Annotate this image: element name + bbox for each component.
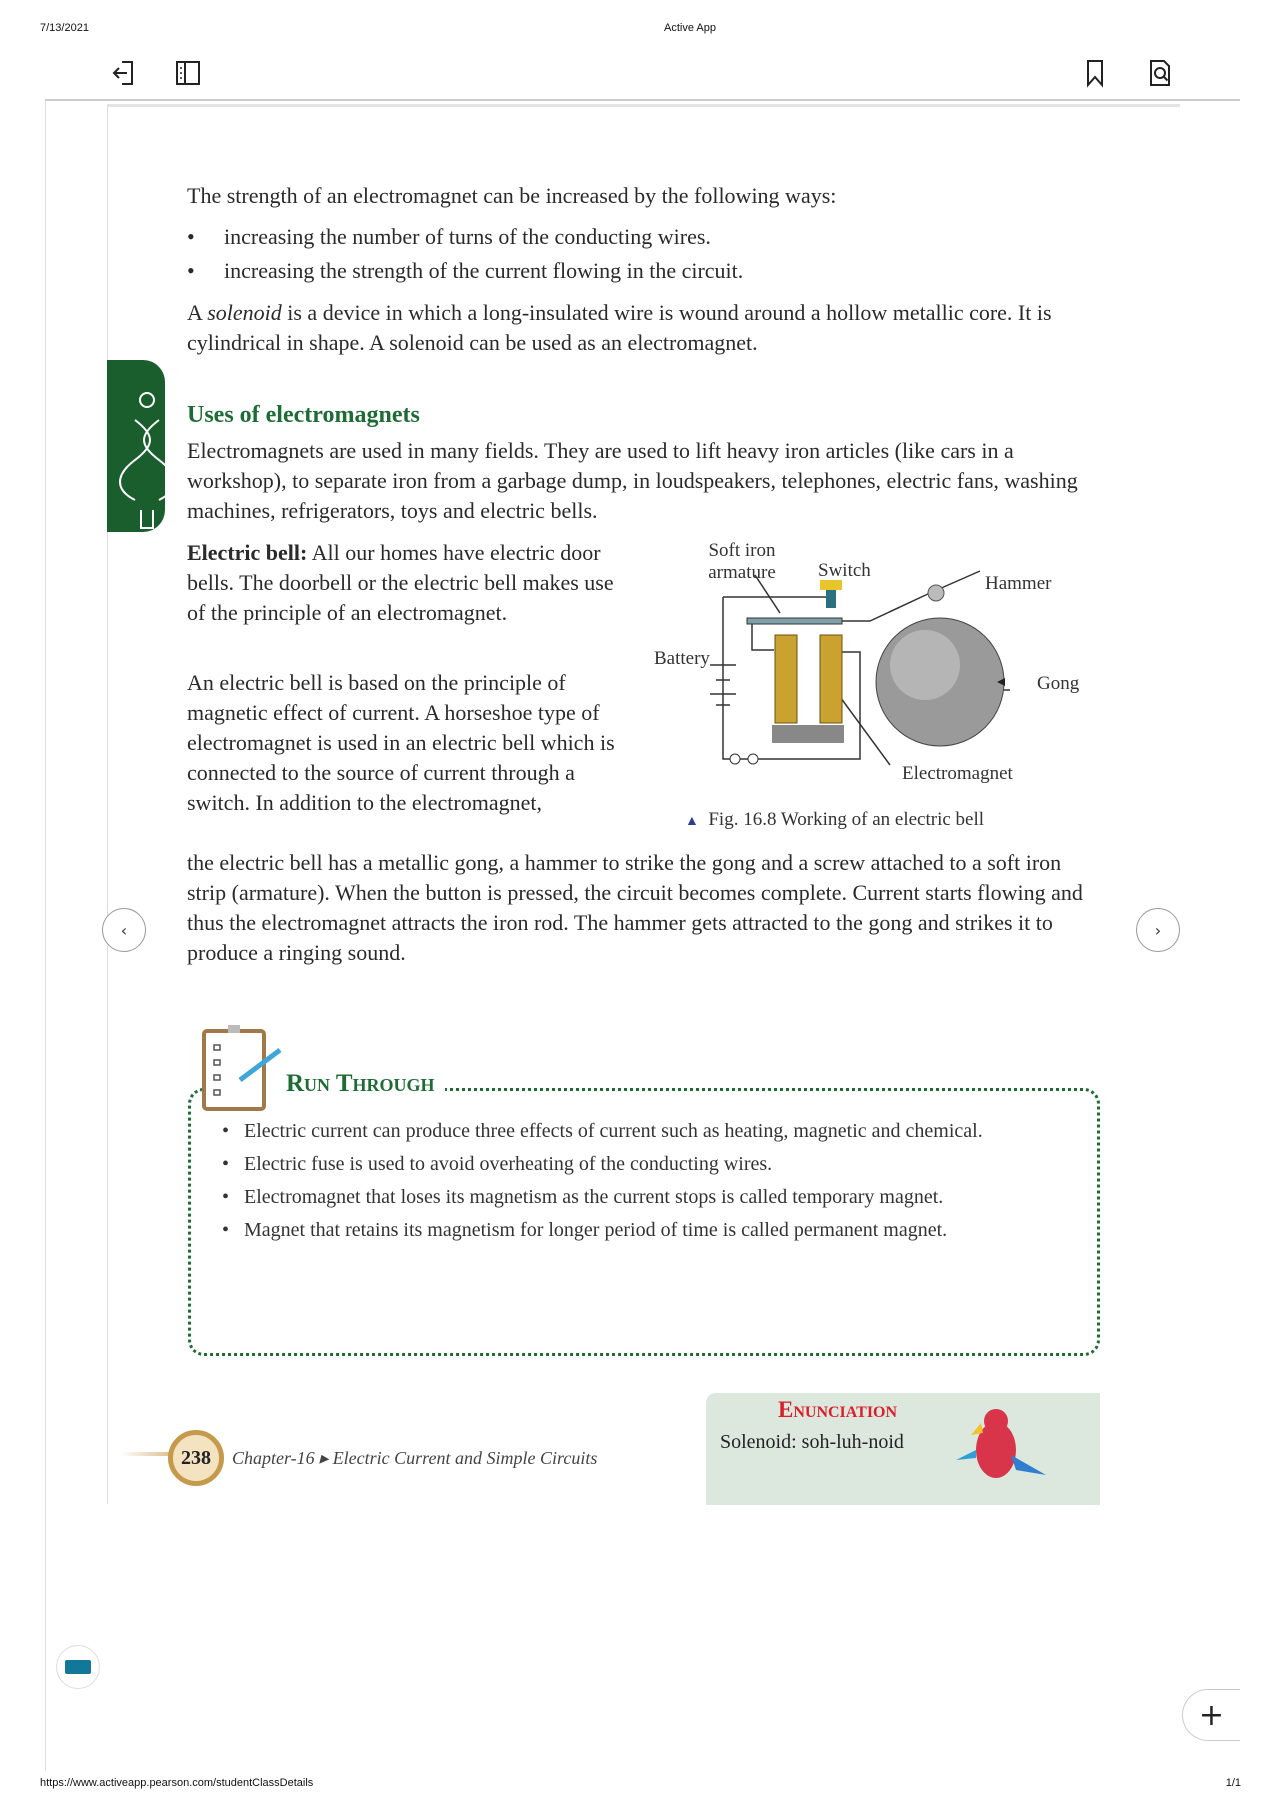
label-gong: Gong <box>1037 673 1080 694</box>
toolbar-divider <box>45 99 1240 101</box>
add-button[interactable] <box>1182 1689 1240 1741</box>
enunciation-text: Solenoid: soh-luh-noid <box>720 1431 904 1453</box>
viewer-left-border <box>45 101 46 1771</box>
plus-icon: + <box>1198 1697 1225 1733</box>
label-hammer: Hammer <box>985 573 1052 594</box>
uses-heading: Uses of electromagnets <box>187 402 420 428</box>
bookmark-icon[interactable] <box>1081 58 1109 88</box>
bell-paragraph-3: the electric bell has a metallic gong, a hammer to strike the gong and a screw attached to a soft iron strip (armature). When the button is pressed, the circuit becomes complete. Current starts flowing and thus the electromagnet attracts the iron rod. The hammer gets attracted to the gong and strikes it to produce a ringing sound. <box>187 850 1083 965</box>
text: A <box>187 300 208 325</box>
exit-icon[interactable] <box>110 58 138 88</box>
text: is a device in which a long-insulated wire is wound around a hollow metallic core. It is cylindrical in shape. A solenoid can be used as an electromagnet. <box>187 300 1052 355</box>
print-date: 7/13/2021 <box>40 22 89 34</box>
solenoid-paragraph <box>187 298 1087 358</box>
caption-text: Fig. 16.8 Working of an electric bell <box>708 809 985 830</box>
chapter-footer: Chapter-16 ▸ Electric Current and Simple Circuits <box>232 1448 598 1468</box>
science-icon <box>107 360 165 532</box>
enunciation-box <box>706 1393 1100 1505</box>
uses-paragraph: Electromagnets are used in many fields. They are used to lift heavy iron articles (like cars in a workshop), to separate iron from a garbage dump, in loudspeakers, telephones, electric fans, washing machines, refrigerators, toys and electric bells. <box>187 438 1078 523</box>
chapter-title: Electric Current and Simple Circuits <box>332 1448 598 1468</box>
sidebar-icon[interactable] <box>174 58 202 88</box>
solenoid-term: solenoid <box>207 300 282 325</box>
way-item: • increasing the strength of the current flowing in the circuit. <box>187 256 1087 286</box>
previous-page-button[interactable] <box>102 908 146 952</box>
highlighter-icon <box>65 1660 91 1674</box>
next-page-button[interactable] <box>1136 908 1180 952</box>
label-armature: Soft iron armature <box>708 540 776 583</box>
figure-caption <box>685 809 984 833</box>
triangle-icon: ▲ <box>685 814 699 829</box>
chevron-left-icon: ‹ <box>120 920 128 940</box>
electric-bell-figure <box>640 530 1110 840</box>
label-battery: Battery <box>654 648 710 669</box>
search-document-icon[interactable] <box>1146 58 1174 88</box>
run-through-item: • Electric fuse is used to avoid overheating of the conducting wires. <box>222 1151 1062 1178</box>
way-item: • increasing the number of turns of the conducting wires. <box>187 222 1087 252</box>
bell-term: Electric bell: <box>187 540 308 565</box>
enunciation-title: Enunciation <box>778 1397 898 1422</box>
page-title: Active App <box>664 22 716 34</box>
clipboard-icon <box>200 1025 285 1115</box>
print-page-count: 1/1 <box>1225 1777 1241 1789</box>
text: All our homes have electric door bells. The doorbell or the electric bell makes use of the principle of an electromagnet. <box>187 540 614 625</box>
run-through-item: • Electric current can produce three effects of current such as heating, magnetic and chemical. <box>222 1118 1062 1145</box>
parrot-icon <box>951 1405 1051 1490</box>
page-number-badge: 238 <box>168 1430 224 1486</box>
run-through-item: • Magnet that retains its magnetism for longer period of time is called permanent magnet. <box>222 1217 1062 1244</box>
bell-paragraph <box>187 538 637 628</box>
run-through-item: • Electromagnet that loses its magnetism as the current stops is called temporary magnet. <box>222 1184 1062 1211</box>
label-electromagnet: Electromagnet <box>902 763 1013 784</box>
page-url: https://www.activeapp.pearson.com/studentClassDetails <box>40 1777 314 1789</box>
chapter-tab <box>107 360 165 532</box>
chevron-right-icon: › <box>1154 920 1162 940</box>
bell-paragraph-2: An electric bell is based on the principle of magnetic effect of current. A horseshoe type of electromagnet is used in an electric bell which is connected to the source of current through a switch. In addition to the electromagnet, <box>187 670 615 815</box>
label-switch: Switch <box>818 560 871 581</box>
chapter-label: Chapter-16 <box>232 1448 315 1468</box>
intro-text: The strength of an electromagnet can be increased by the following ways: <box>187 183 837 208</box>
run-through-title: Run Through <box>286 1070 445 1098</box>
highlight-tool-button[interactable] <box>56 1645 100 1689</box>
